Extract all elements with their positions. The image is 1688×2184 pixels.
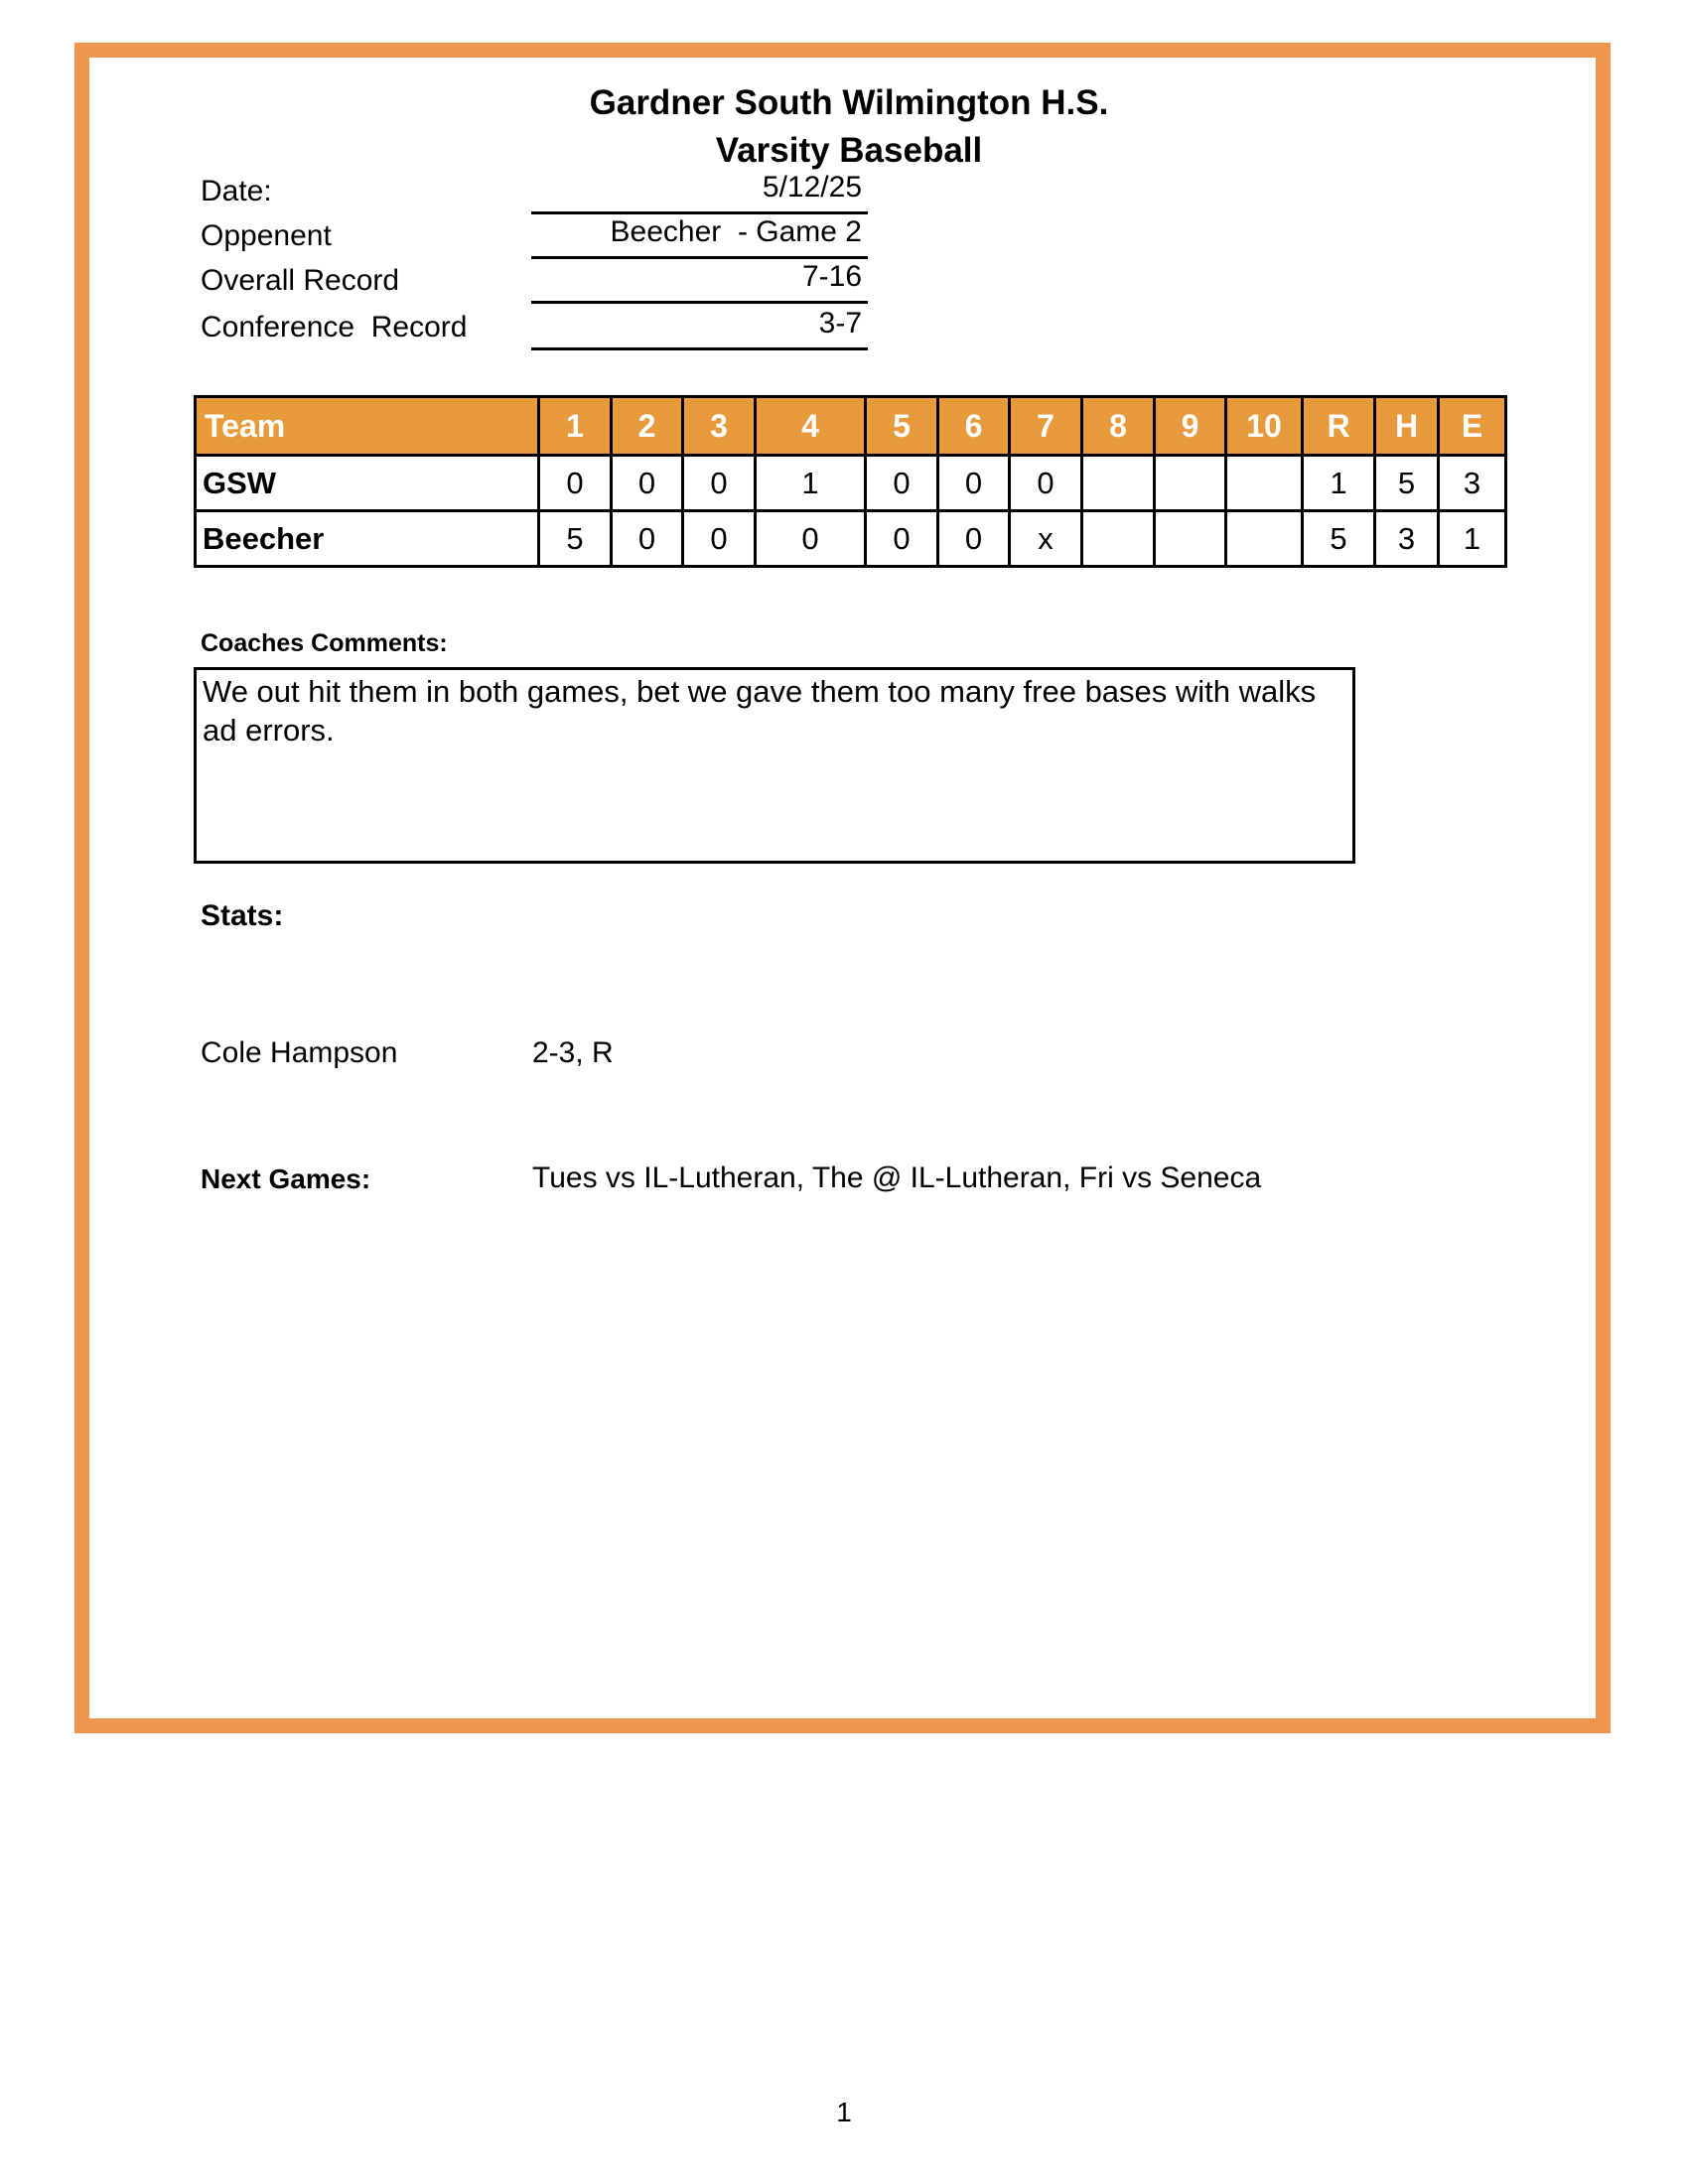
coaches-comments-box: We out hit them in both games, bet we gave them too many free bases with walks ad errors. — [194, 667, 1355, 864]
gsw-inning-1: 0 — [539, 456, 612, 511]
beecher-inning-4: 0 — [756, 511, 866, 567]
col-runs: R — [1303, 397, 1375, 456]
col-inning-6: 6 — [938, 397, 1010, 456]
gsw-inning-9 — [1155, 456, 1226, 511]
table-row — [196, 511, 1506, 567]
opponent-label: Oppenent — [201, 219, 332, 252]
col-inning-1: 1 — [539, 397, 612, 456]
col-inning-5: 5 — [866, 397, 938, 456]
overall-record-label: Overall Record — [201, 264, 400, 297]
gsw-inning-3: 0 — [683, 456, 756, 511]
gsw-team-name: GSW — [196, 456, 539, 511]
col-team: Team — [196, 397, 539, 456]
conference-record-value: 3-7 — [531, 307, 868, 350]
gsw-runs: 1 — [1303, 456, 1375, 511]
col-inning-2: 2 — [612, 397, 683, 456]
beecher-team-name: Beecher — [196, 511, 539, 567]
col-inning-7: 7 — [1010, 397, 1082, 456]
beecher-inning-10 — [1226, 511, 1303, 567]
table-row — [196, 456, 1506, 511]
date-value: 5/12/25 — [531, 171, 868, 214]
opponent-value: Beecher - Game 2 — [531, 215, 868, 259]
gsw-inning-5: 0 — [866, 456, 938, 511]
beecher-inning-2: 0 — [612, 511, 683, 567]
col-inning-8: 8 — [1082, 397, 1155, 456]
player-stat-line: 2-3, R — [532, 1036, 614, 1069]
date-label: Date: — [201, 175, 272, 207]
school-title: Gardner South Wilmington H.S. — [589, 83, 1109, 122]
coaches-comments-label: Coaches Comments: — [201, 629, 448, 657]
beecher-inning-8 — [1082, 511, 1155, 567]
next-games-value: Tues vs IL-Lutheran, The @ IL-Lutheran, Fri vs Seneca — [532, 1161, 1262, 1194]
gsw-inning-8 — [1082, 456, 1155, 511]
gsw-hits: 5 — [1375, 456, 1439, 511]
col-inning-10: 10 — [1226, 397, 1303, 456]
gsw-errors: 3 — [1439, 456, 1506, 511]
beecher-runs: 5 — [1303, 511, 1375, 567]
gsw-inning-6: 0 — [938, 456, 1010, 511]
beecher-hits: 3 — [1375, 511, 1439, 567]
col-inning-9: 9 — [1155, 397, 1226, 456]
stats-label: Stats: — [201, 899, 284, 932]
linescore-header-row — [196, 397, 1506, 456]
gsw-inning-10 — [1226, 456, 1303, 511]
col-errors: E — [1439, 397, 1506, 456]
beecher-inning-6: 0 — [938, 511, 1010, 567]
overall-record-value: 7-16 — [531, 260, 868, 304]
beecher-errors: 1 — [1439, 511, 1506, 567]
beecher-inning-3: 0 — [683, 511, 756, 567]
conference-record-label: Conference Record — [201, 311, 468, 343]
beecher-inning-1: 5 — [539, 511, 612, 567]
beecher-inning-7: x — [1010, 511, 1082, 567]
col-inning-4: 4 — [756, 397, 866, 456]
gsw-inning-7: 0 — [1010, 456, 1082, 511]
col-inning-3: 3 — [683, 397, 756, 456]
beecher-inning-5: 0 — [866, 511, 938, 567]
page-number: 1 — [836, 2097, 852, 2127]
gsw-inning-4: 1 — [756, 456, 866, 511]
team-subtitle: Varsity Baseball — [715, 131, 983, 170]
linescore-table — [194, 395, 1507, 568]
gsw-inning-2: 0 — [612, 456, 683, 511]
player-name: Cole Hampson — [201, 1036, 398, 1069]
beecher-inning-9 — [1155, 511, 1226, 567]
col-hits: H — [1375, 397, 1439, 456]
next-games-label: Next Games: — [201, 1163, 371, 1194]
